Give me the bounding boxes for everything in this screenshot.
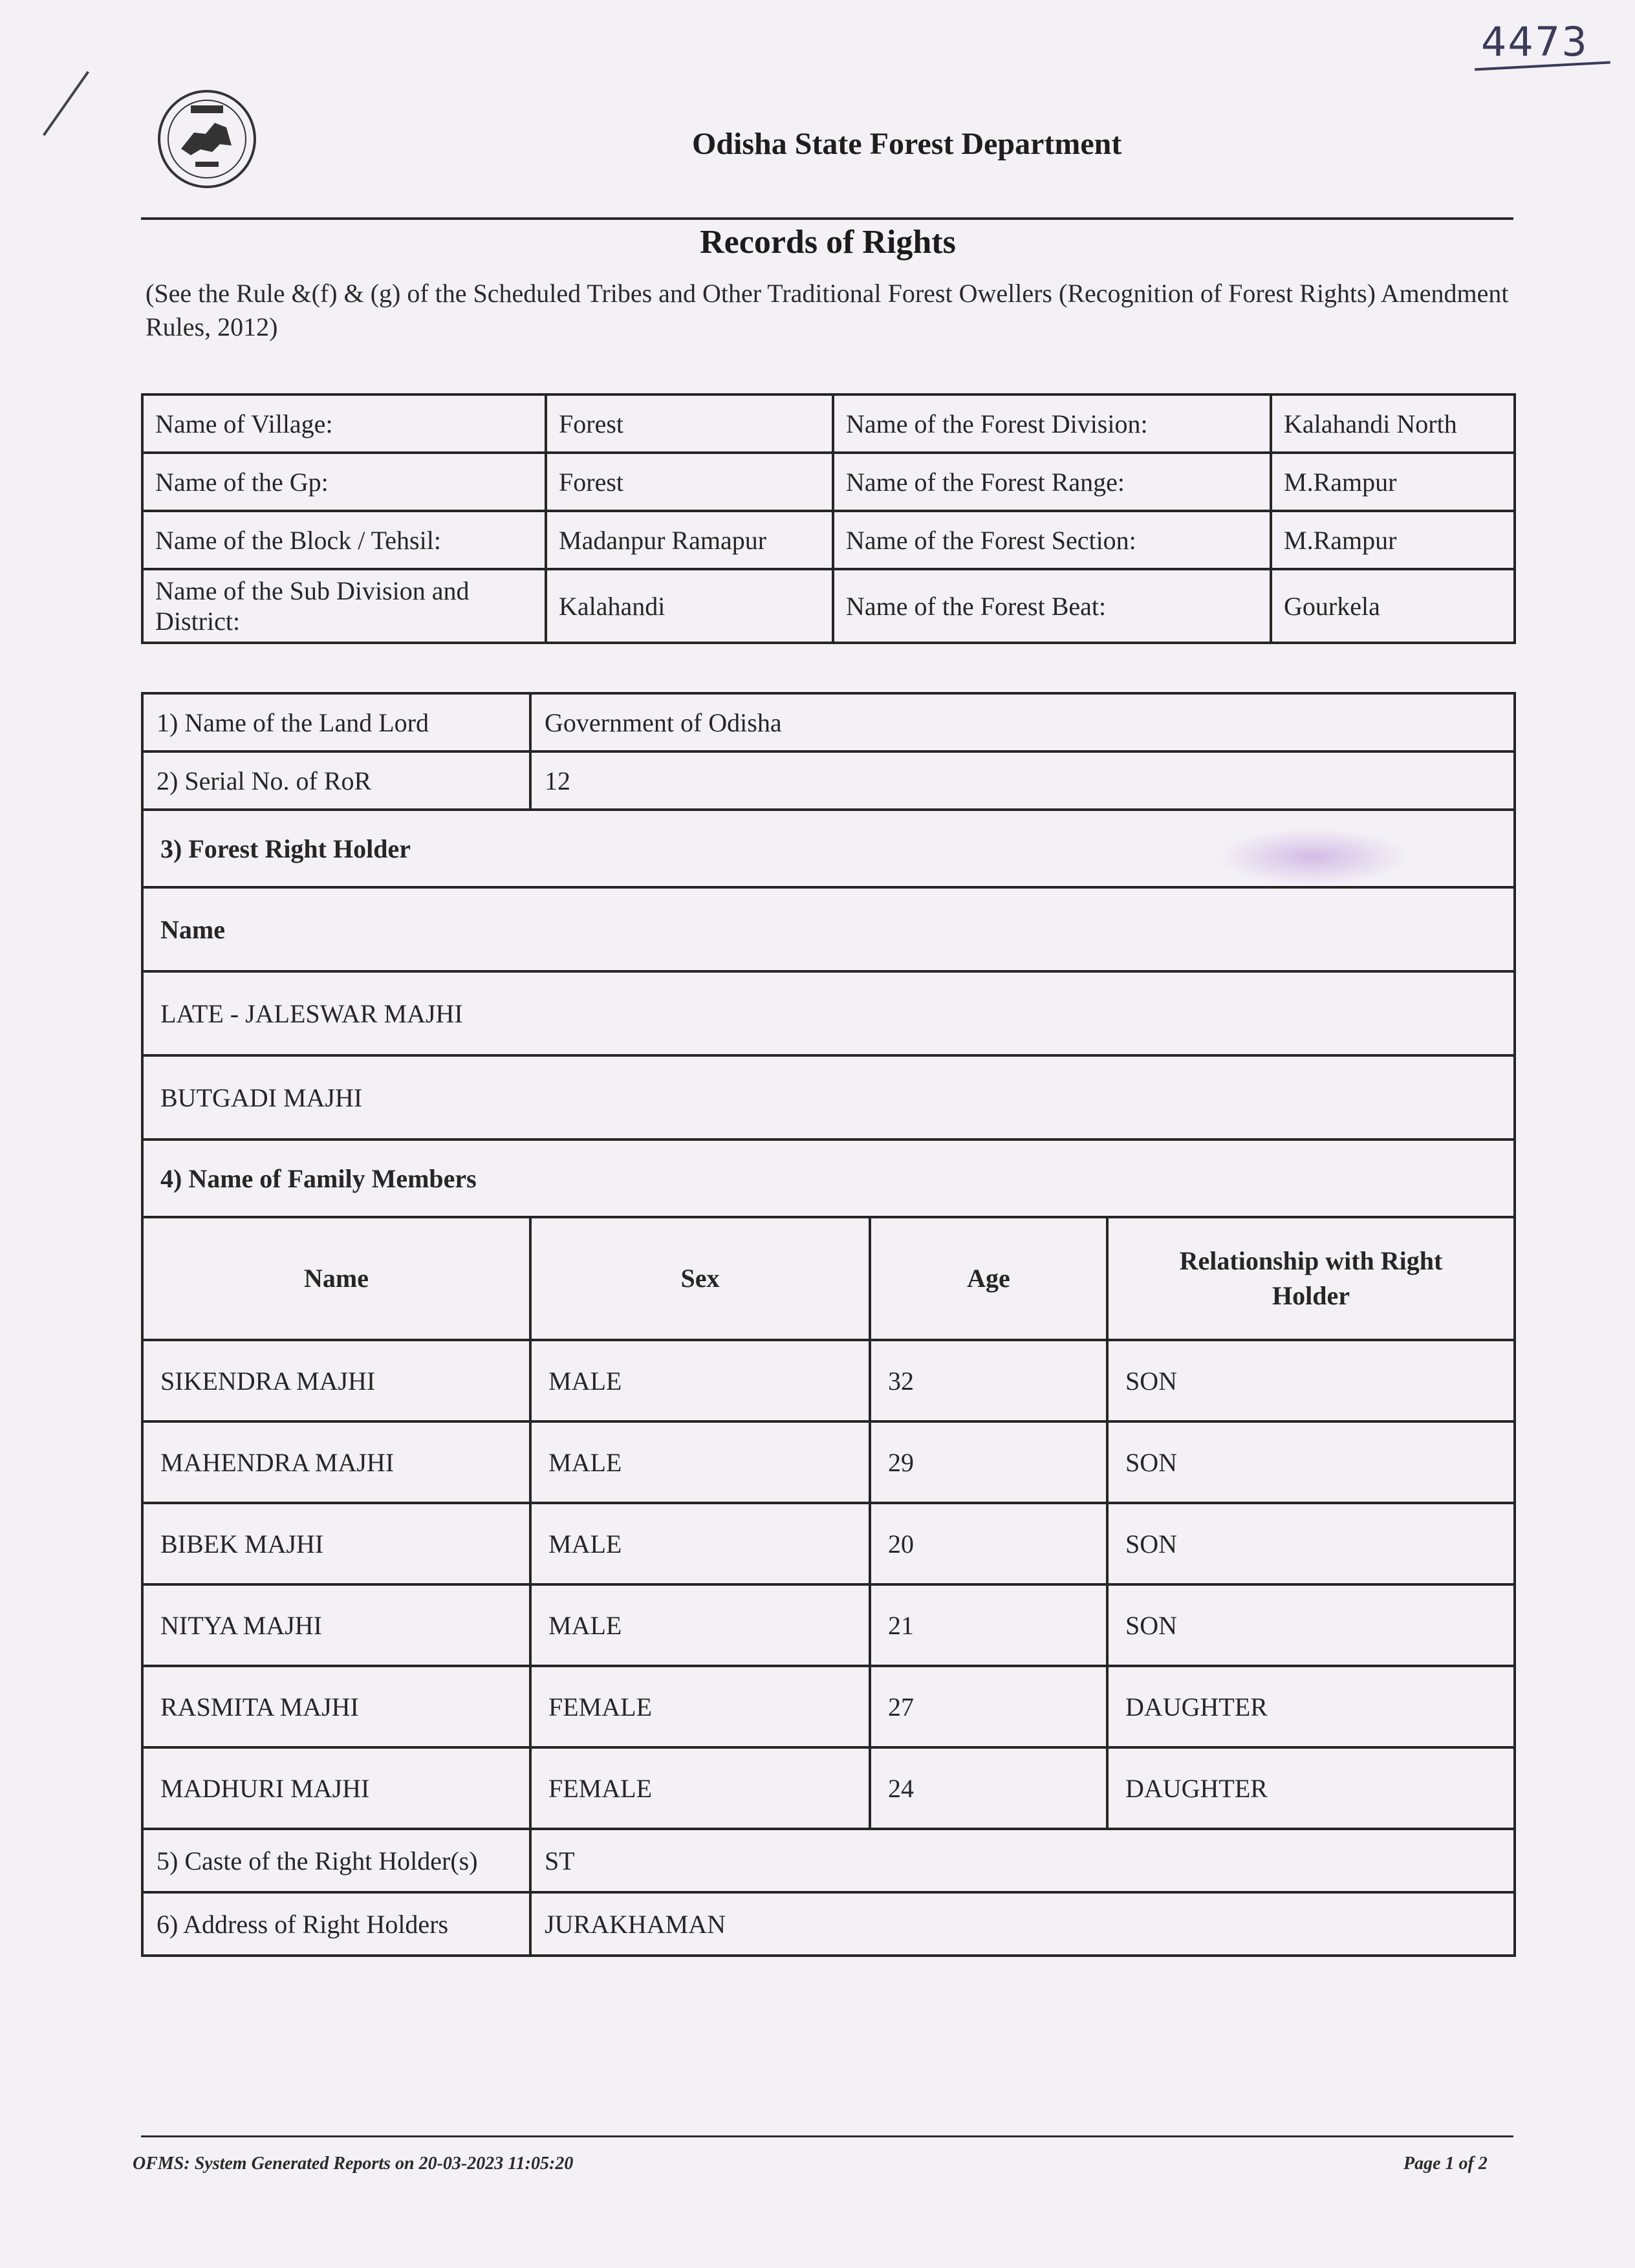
- member-sex: FEMALE: [530, 1666, 870, 1747]
- department-title: Odisha State Forest Department: [692, 127, 1122, 161]
- member-age: 21: [870, 1584, 1107, 1666]
- location-table: [141, 393, 1516, 644]
- holder-section-heading: 3) Forest Right Holder: [142, 810, 1515, 887]
- holder-section-row: [142, 810, 1515, 887]
- family-member-row: [142, 1421, 1515, 1503]
- location-value: Forest: [546, 394, 833, 453]
- rule-reference-note: (See the Rule &(f) & (g) of the Scheduled Tribes and Other Traditional Forest Owellers (Recognition of Forest Rights) Amendment Rules, 2012): [146, 279, 1509, 341]
- rights-table: [141, 692, 1516, 1957]
- member-sex: MALE: [530, 1340, 870, 1421]
- family-header-row: [142, 1217, 1515, 1340]
- holder-row: [142, 1055, 1515, 1139]
- forest-label: Name of the Forest Section:: [833, 511, 1271, 569]
- land-lord-value: Government of Odisha: [530, 693, 1515, 751]
- member-name: SIKENDRA MAJHI: [142, 1340, 530, 1421]
- forest-value: Gourkela: [1271, 569, 1515, 643]
- forest-label: Name of the Forest Division:: [833, 394, 1271, 453]
- member-age: 29: [870, 1421, 1107, 1503]
- location-label: Name of the Block / Tehsil:: [142, 511, 546, 569]
- family-member-row: [142, 1666, 1515, 1747]
- member-age: 20: [870, 1503, 1107, 1584]
- member-relation: SON: [1107, 1584, 1515, 1666]
- header-divider: [141, 217, 1513, 220]
- forest-value: M.Rampur: [1271, 511, 1515, 569]
- odisha-emblem-icon: [155, 87, 259, 191]
- caste-label: 5) Caste of the Right Holder(s): [142, 1829, 530, 1892]
- address-value: JURAKHAMAN: [530, 1892, 1515, 1956]
- member-age: 32: [870, 1340, 1107, 1421]
- holder-name-header: Name: [142, 887, 1515, 971]
- member-age: 24: [870, 1747, 1107, 1829]
- page-title: Records of Rights: [700, 224, 956, 261]
- family-section-heading: 4) Name of Family Members: [142, 1139, 1515, 1217]
- location-value: Kalahandi: [546, 569, 833, 643]
- location-label: Name of Village:: [142, 394, 546, 453]
- family-col-sex: Sex: [530, 1217, 870, 1340]
- family-member-row: [142, 1340, 1515, 1421]
- location-label: Name of the Gp:: [142, 453, 546, 511]
- family-col-age: Age: [870, 1217, 1107, 1340]
- member-name: NITYA MAJHI: [142, 1584, 530, 1666]
- family-member-row: [142, 1584, 1515, 1666]
- member-name: BIBEK MAJHI: [142, 1503, 530, 1584]
- holder-row: [142, 971, 1515, 1055]
- address-row: [142, 1892, 1515, 1956]
- location-value: Madanpur Ramapur: [546, 511, 833, 569]
- location-row: [142, 511, 1515, 569]
- page-number: Page 1 of 2: [1403, 2154, 1488, 2174]
- member-sex: MALE: [530, 1503, 870, 1584]
- location-row: [142, 394, 1515, 453]
- member-name: MADHURI MAJHI: [142, 1747, 530, 1829]
- location-value: Forest: [546, 453, 833, 511]
- footer-divider: [141, 2135, 1513, 2137]
- system-generated-note: OFMS: System Generated Reports on 20-03-2023 11:05:20: [133, 2154, 574, 2174]
- member-sex: FEMALE: [530, 1747, 870, 1829]
- forest-value: Kalahandi North: [1271, 394, 1515, 453]
- member-relation: SON: [1107, 1503, 1515, 1584]
- serial-label: 2) Serial No. of RoR: [142, 751, 530, 810]
- family-table-body: [142, 1340, 1515, 1829]
- family-col-relation: Relationship with Right Holder: [1107, 1217, 1515, 1340]
- family-section-row: [142, 1139, 1515, 1217]
- member-sex: MALE: [530, 1421, 870, 1503]
- location-row: [142, 453, 1515, 511]
- land-lord-row: [142, 693, 1515, 751]
- location-row: [142, 569, 1515, 643]
- address-label: 6) Address of Right Holders: [142, 1892, 530, 1956]
- serial-value: 12: [530, 751, 1515, 810]
- holder-name-header-row: [142, 887, 1515, 971]
- holder-name: LATE - JALESWAR MAJHI: [142, 971, 1515, 1055]
- family-member-row: [142, 1747, 1515, 1829]
- member-relation: SON: [1107, 1421, 1515, 1503]
- member-name: RASMITA MAJHI: [142, 1666, 530, 1747]
- land-lord-label: 1) Name of the Land Lord: [142, 693, 530, 751]
- location-table-body: [142, 394, 1515, 643]
- member-relation: SON: [1107, 1340, 1515, 1421]
- forest-value: M.Rampur: [1271, 453, 1515, 511]
- forest-label: Name of the Forest Range:: [833, 453, 1271, 511]
- forest-label: Name of the Forest Beat:: [833, 569, 1271, 643]
- member-name: MAHENDRA MAJHI: [142, 1421, 530, 1503]
- handwritten-doc-number: 4473: [1481, 18, 1588, 65]
- family-col-name: Name: [142, 1217, 530, 1340]
- member-relation: DAUGHTER: [1107, 1747, 1515, 1829]
- caste-value: ST: [530, 1829, 1515, 1892]
- serial-row: [142, 751, 1515, 810]
- pen-tick-mark: [43, 71, 89, 136]
- family-member-row: [142, 1503, 1515, 1584]
- member-age: 27: [870, 1666, 1107, 1747]
- holder-name: BUTGADI MAJHI: [142, 1055, 1515, 1139]
- member-sex: MALE: [530, 1584, 870, 1666]
- caste-row: [142, 1829, 1515, 1892]
- member-relation: DAUGHTER: [1107, 1666, 1515, 1747]
- location-label: Name of the Sub Division and District:: [142, 569, 546, 643]
